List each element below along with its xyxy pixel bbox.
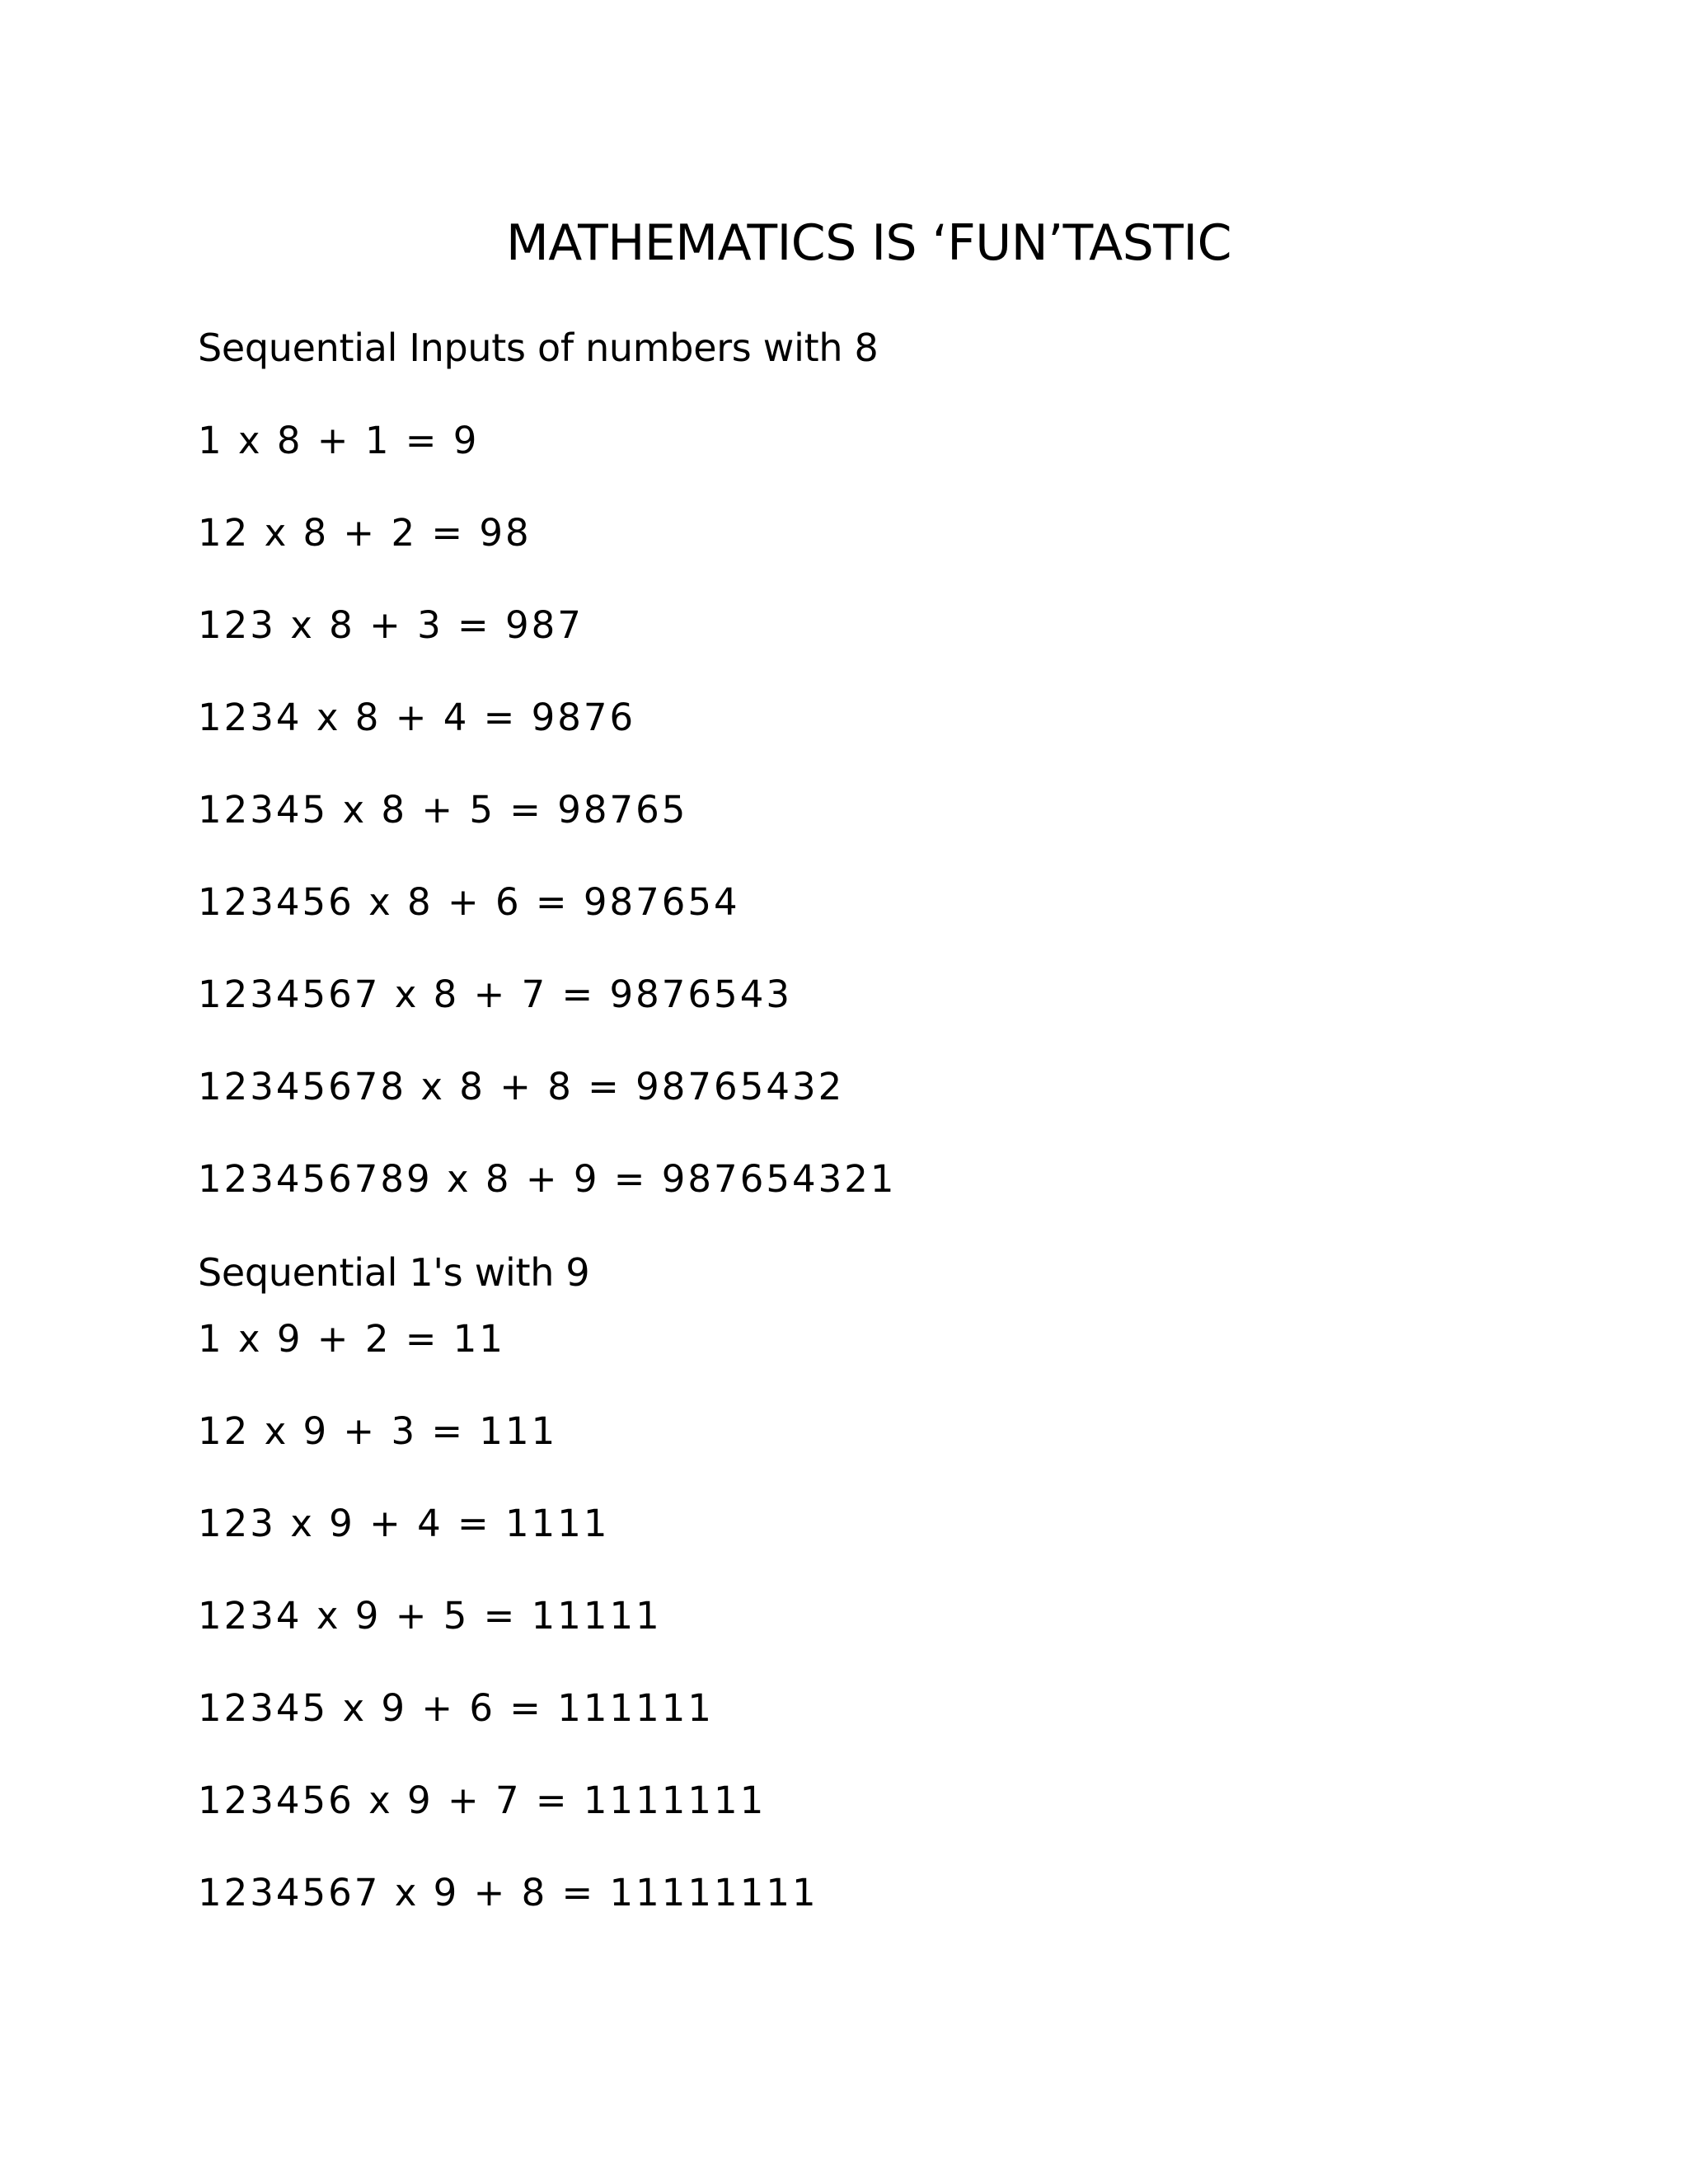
equation-line: 1234567 x 8 + 7 = 9876543	[198, 972, 792, 1016]
equation-line: 12345 x 9 + 6 = 111111	[198, 1686, 715, 1730]
page-title: MATHEMATICS IS ‘FUN’TASTIC	[505, 214, 1232, 272]
section-heading-sequential-8: Sequential Inputs of numbers with 8	[198, 326, 879, 370]
equation-line: 1234 x 9 + 5 = 11111	[198, 1594, 662, 1638]
equation-line: 1234 x 8 + 4 = 9876	[198, 696, 636, 739]
equation-line: 1 x 9 + 2 = 11	[198, 1317, 506, 1361]
equation-line: 12345 x 8 + 5 = 98765	[198, 788, 688, 832]
section-heading-sequential-1s: Sequential 1's with 9	[198, 1250, 590, 1295]
equation-line: 1234567 x 9 + 8 = 11111111	[198, 1871, 818, 1915]
equation-line: 123 x 9 + 4 = 1111	[198, 1502, 610, 1545]
equation-line: 1 x 8 + 1 = 9	[198, 419, 480, 462]
equation-line: 12 x 9 + 3 = 111	[198, 1409, 558, 1453]
equation-line: 12 x 8 + 2 = 98	[198, 511, 532, 555]
equation-line: 123456 x 9 + 7 = 1111111	[198, 1779, 767, 1822]
equation-line: 123 x 8 + 3 = 987	[198, 603, 584, 647]
equation-line: 123456789 x 8 + 9 = 987654321	[198, 1157, 897, 1201]
equation-line: 123456 x 8 + 6 = 987654	[198, 880, 740, 924]
equation-line: 12345678 x 8 + 8 = 98765432	[198, 1065, 845, 1108]
